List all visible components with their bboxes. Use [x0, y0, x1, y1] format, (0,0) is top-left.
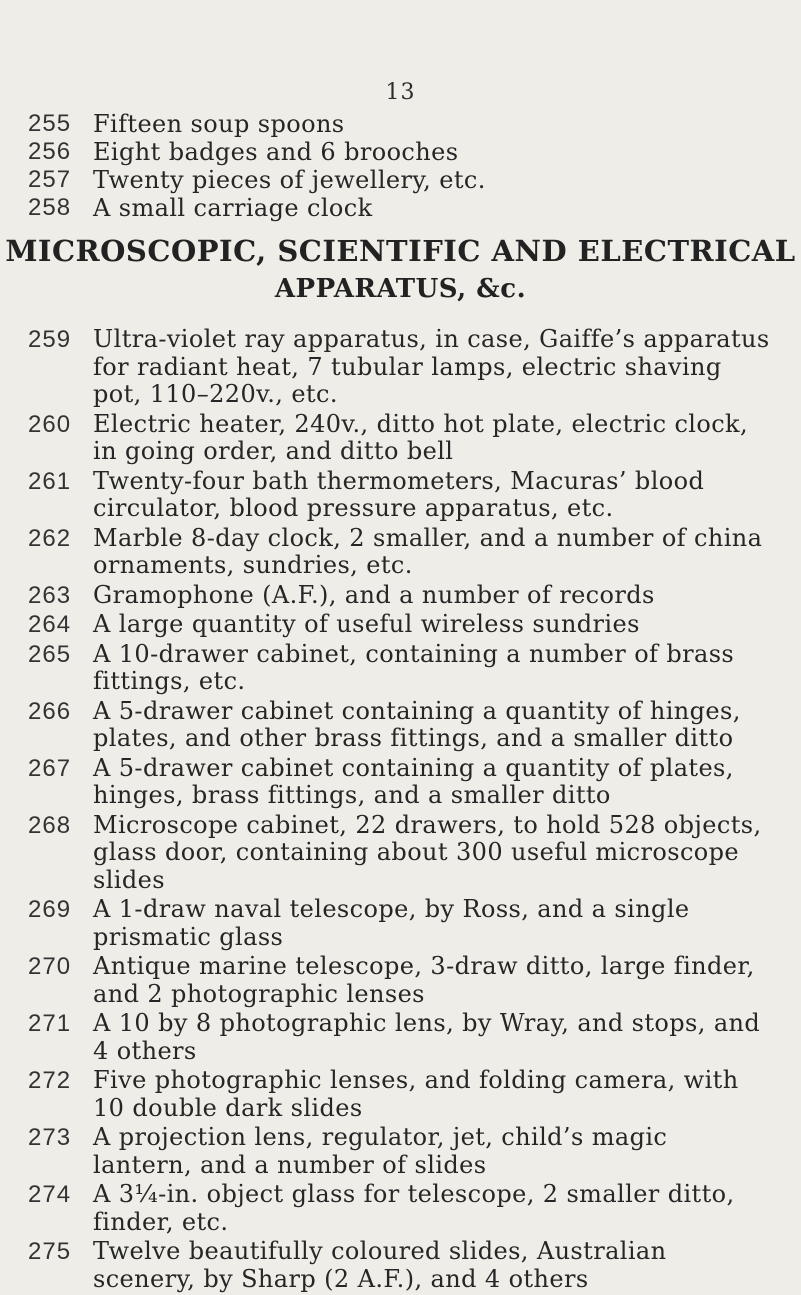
- lot-number: 258: [28, 194, 72, 221]
- lot-description: Antique marine telescope, 3-draw ditto, large finder, and 2 photographic lenses: [93, 952, 755, 1008]
- lot-number: 274: [28, 1181, 72, 1208]
- lot-number: 273: [28, 1124, 72, 1151]
- lot-entry: [28, 1067, 773, 1122]
- lot-number: 265: [28, 640, 72, 668]
- lot-number: 275: [28, 1238, 72, 1265]
- lot-number: 272: [28, 1067, 72, 1094]
- page-number: 13: [385, 80, 416, 105]
- lot-entry: [28, 110, 773, 138]
- lot-entry: [28, 1181, 773, 1236]
- lot-number: 266: [28, 697, 72, 725]
- section-subtitle: APPARATUS, &c.: [274, 274, 527, 304]
- lot-number: 269: [28, 896, 72, 923]
- lot-description: Twenty pieces of jewellery, etc.: [93, 166, 486, 194]
- lot-entry: [28, 468, 773, 523]
- lot-description: Electric heater, 240v., ditto hot plate, electric clock, in going order, and ditto bell: [93, 409, 749, 465]
- lot-entry: [28, 1124, 773, 1179]
- lot-description: A large quantity of useful wireless sundries: [93, 610, 640, 638]
- lot-number: 255: [28, 110, 72, 137]
- lot-entry: [28, 525, 773, 580]
- lot-number: 263: [28, 581, 72, 609]
- lot-description: A 10-drawer cabinet, containing a number of brass fittings, etc.: [93, 639, 735, 695]
- lot-description: Fifteen soup spoons: [93, 110, 345, 138]
- lot-description: A small carriage clock: [93, 194, 373, 222]
- lot-entry: [28, 698, 773, 753]
- lot-description: Twenty-four bath thermometers, Macuras’ blood circulator, blood pressure apparatus, etc.: [93, 466, 705, 522]
- lot-description: Eight badges and 6 brooches: [93, 138, 459, 166]
- section-title: MICROSCOPIC, SCIENTIFIC AND ELECTRICAL: [5, 234, 796, 268]
- lot-number: 271: [28, 1010, 72, 1037]
- lot-description: A 5-drawer cabinet containing a quantity of hinges, plates, and other brass fittings, and a smaller ditto: [93, 696, 741, 752]
- lot-description: A projection lens, regulator, jet, child’s magic lantern, and a number of slides: [93, 1123, 668, 1179]
- lot-description: Ultra-violet ray apparatus, in case, Gaiffe’s apparatus for radiant heat, 7 tubular lamps, electric shaving pot, 110–220v., etc.: [93, 325, 770, 408]
- lot-number: 262: [28, 524, 72, 552]
- lot-entry: [28, 896, 773, 951]
- lot-number: 257: [28, 166, 72, 193]
- lot-number: 270: [28, 953, 72, 980]
- lot-number: 268: [28, 811, 72, 839]
- lot-entry: [28, 582, 773, 610]
- lot-list-top: [28, 110, 773, 222]
- lot-entry: [28, 812, 773, 895]
- lot-entry: [28, 611, 773, 639]
- lot-number: 260: [28, 410, 72, 438]
- lot-description: Gramophone (A.F.), and a number of records: [93, 580, 655, 609]
- lot-description: Twelve beautifully coloured slides, Australian scenery, by Sharp (2 A.F.), and 4 others: [93, 1237, 667, 1293]
- lot-entry: [28, 166, 773, 194]
- lot-description: Five photographic lenses, and folding camera, with 10 double dark slides: [93, 1066, 739, 1122]
- lot-entry: [28, 641, 773, 696]
- lot-entry: [28, 953, 773, 1008]
- lot-description: A 10 by 8 photographic lens, by Wray, and stops, and 4 others: [93, 1009, 761, 1065]
- lot-entry: [28, 194, 773, 222]
- lot-description: A 3¼-in. object glass for telescope, 2 smaller ditto, finder, etc.: [93, 1180, 735, 1236]
- lot-number: 259: [28, 326, 72, 353]
- lot-description: A 1-draw naval telescope, by Ross, and a single prismatic glass: [93, 895, 690, 951]
- section-heading: [0, 232, 801, 308]
- lot-number: 264: [28, 611, 72, 638]
- lot-list-main: [28, 326, 773, 1295]
- lot-description: A 5-drawer cabinet containing a quantity of plates, hinges, brass fittings, and a smaller ditto: [93, 753, 734, 809]
- lot-entry: [28, 1238, 773, 1293]
- lot-entry: [28, 138, 773, 166]
- lot-description: Marble 8-day clock, 2 smaller, and a number of china ornaments, sundries, etc.: [93, 523, 763, 579]
- lot-entry: [28, 326, 773, 409]
- lot-number: 256: [28, 138, 72, 165]
- lot-number: 261: [28, 467, 72, 495]
- lot-entry: [28, 755, 773, 810]
- lot-number: 267: [28, 754, 72, 782]
- lot-description: Microscope cabinet, 22 drawers, to hold 528 objects, glass door, containing about 300 useful microscope slides: [93, 810, 762, 894]
- lot-entry: [28, 1010, 773, 1065]
- lot-entry: [28, 411, 773, 466]
